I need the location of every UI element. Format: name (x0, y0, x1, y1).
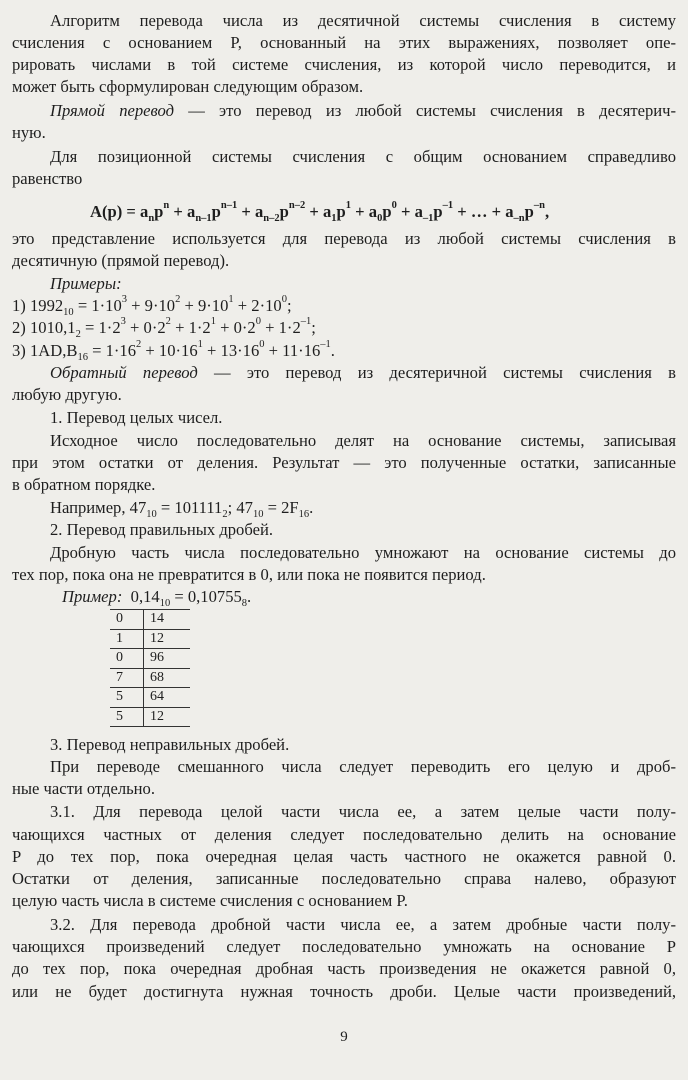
fraction-part-cell: 96 (144, 649, 191, 669)
fraction-part-cell: 12 (144, 707, 191, 727)
integer-digit-cell: 5 (110, 707, 144, 727)
paragraph-line: или не будет достигнута нужная точность дроби. Целые части произведений, (12, 982, 676, 1001)
paragraph-line: чающихся частных от деления следует последовательно делить на основание (12, 825, 676, 844)
paragraph-line: P до тех пор, пока очередная целая часть частного не окажется равной 0. (12, 847, 676, 866)
example-1: 1) $1992_{10} = 1\cdot 10^3 + 9\cdot 10^2 + 9\cdot 10^1 + 2\cdot 10^0$; (12, 294, 292, 319)
paragraph-line: 3.2. Для перевода дробной части числа ее, а затем дробные части полу- (50, 915, 676, 934)
paragraph-line: Исходное число последовательно делят на основание системы, записывая (50, 431, 676, 450)
page-number: 9 (340, 1029, 348, 1045)
paragraph-line: равенство (12, 169, 83, 188)
term-reverse-conversion: Обратный перевод (50, 363, 198, 382)
section-heading: 3. Перевод неправильных дробей. (50, 735, 290, 754)
paragraph-line: Алгоритм перевода числа из десятичной системы счисления в систему (50, 11, 676, 30)
paragraph-line: ные части отдельно. (12, 779, 155, 798)
fraction-part-cell: 68 (144, 668, 191, 688)
integer-digit-cell: 0 (110, 649, 144, 669)
paragraph-line: 3.1. Для перевода целой части числа ее, а затем целые части полу- (50, 802, 676, 821)
examples-heading: Примеры: (50, 274, 122, 293)
integer-digit-cell: 1 (110, 629, 144, 649)
paragraph-line: рировать числами в той системе счисления, из которой число переводится, и (12, 55, 676, 74)
paragraph-line: может быть сформулирован следующим образом. (12, 77, 364, 96)
formula-positional: $A(p) = a_np^n + a_{n-1}p^{n-1} + a_{n-2}p^{n-2} + a_1p^1 + a_0p^0 + a_{-1}p^{-1}$ + … + $a_{-n}p^{-n}$, (90, 200, 550, 225)
table-row (110, 668, 190, 688)
section-heading: 2. Перевод правильных дробей. (50, 520, 273, 539)
paragraph-line: чающихся произведений следует последовательно умножать на основание P (12, 937, 676, 956)
paragraph-line: это представление используется для перевода из любой системы счисления в (12, 229, 676, 248)
table-row (110, 688, 190, 708)
table-row (110, 707, 190, 727)
fraction-part-cell: 12 (144, 629, 191, 649)
table-row (110, 629, 190, 649)
fraction-part-cell: 14 (144, 610, 191, 630)
fraction-part-cell: 64 (144, 688, 191, 708)
paragraph-line: При переводе смешанного числа следует переводить его целую и дроб- (50, 757, 676, 776)
table-row (110, 610, 190, 630)
paragraph-line: при этом остатки от деления. Результат — это полученные остатки, записанные (12, 453, 676, 472)
section-heading: 1. Перевод целых чисел. (50, 408, 223, 427)
paragraph-line: десятичную (прямой перевод). (12, 251, 230, 270)
example-3: 3) $1AD,B_{16} = 1\cdot 16^2 + 10\cdot 16^1 + 13\cdot 16^0 + 11\cdot 16^{-1}$. (12, 339, 335, 364)
example-fraction: Пример: $0,14_{10} = 0,10755_8$. (62, 587, 252, 610)
paragraph-line: Остатки от деления, записанные последовательно справа налево, образуют (12, 869, 676, 888)
paragraph-line: Прямой перевод — это перевод из любой системы счисления в десятерич- (50, 101, 677, 120)
paragraph-line: Обратный перевод — это перевод из десятеричной системы счисления в (50, 363, 676, 382)
integer-digit-cell: 0 (110, 610, 144, 630)
paragraph-line: до тех пор, пока очередная дробная часть произведения не окажется равной 0, (12, 959, 676, 978)
paragraph-line: Для позиционной системы счисления с общим основанием справедливо (50, 147, 676, 166)
example-2: 2) $1010,1_2 = 1\cdot 2^3 + 0\cdot 2^2 + 1\cdot 2^1 + 0\cdot 2^0 + 1\cdot 2^{-1}$; (12, 316, 316, 341)
integer-digit-cell: 5 (110, 688, 144, 708)
table-row (110, 649, 190, 669)
paragraph-line: ную. (12, 123, 46, 142)
paragraph-line: любую другую. (12, 385, 122, 404)
fraction-conversion-table (110, 609, 190, 727)
integer-digit-cell: 7 (110, 668, 144, 688)
example-integer: Например, $47_{10} = 101111_2$; $47_{10} = 2F_{16}$. (50, 498, 314, 521)
paragraph-line: в обратном порядке. (12, 475, 156, 494)
paragraph-line: Дробную часть числа последовательно умножают на основание системы до (50, 543, 676, 562)
paragraph-line: счисления с основанием P, основанный на этих выражениях, позволяет опе- (12, 33, 676, 52)
term-direct-conversion: Прямой перевод (50, 101, 174, 120)
paragraph-line: тех пор, пока она не превратится в 0, или пока не появится период. (12, 565, 486, 584)
paragraph-line: целую часть числа в системе счисления с основанием P. (12, 891, 408, 910)
